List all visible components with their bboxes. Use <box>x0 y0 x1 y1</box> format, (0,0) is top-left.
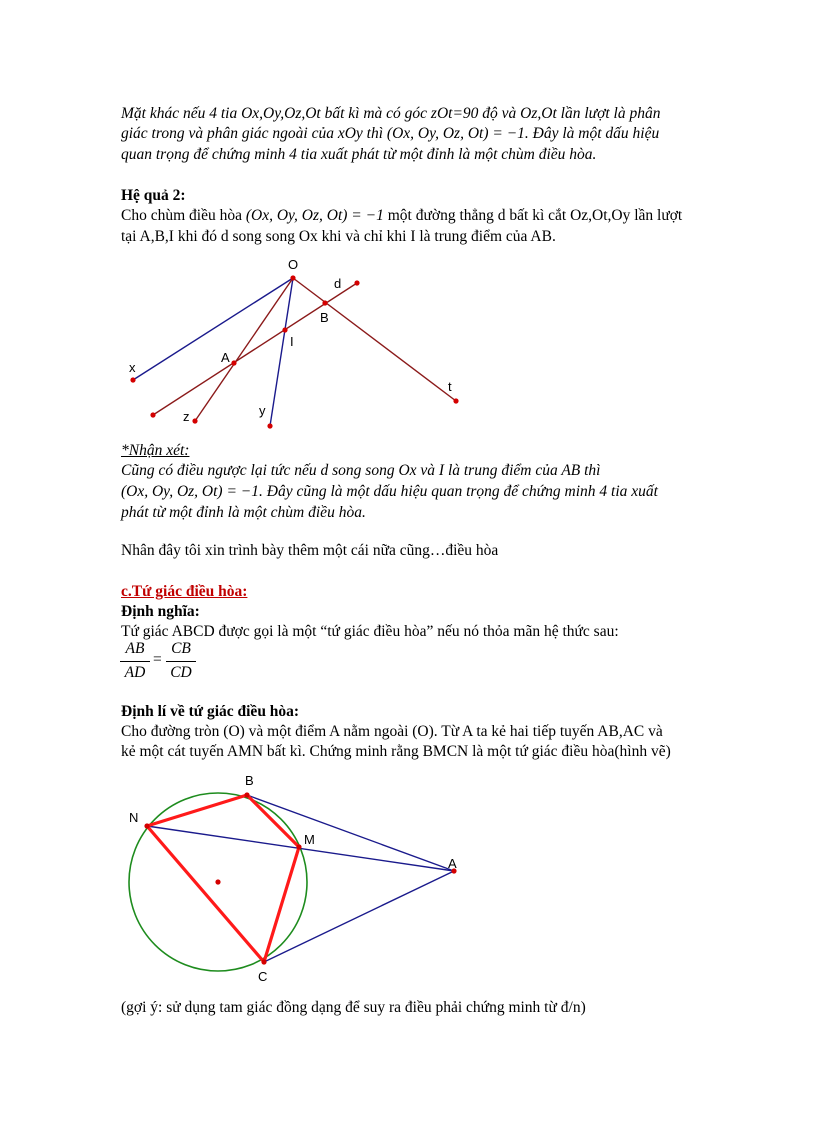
corollary-line1-text: Cho chùm điều hòa <box>121 207 242 224</box>
label-a: A <box>448 856 457 871</box>
label-b: B <box>245 773 254 788</box>
para1-line1: Mặt khác nếu 4 tia Ox,Oy,Oz,Ot bất kì mà có góc zOt=90 độ và Oz,Ot lần lượt là phân <box>121 105 661 122</box>
quadrilateral-bmcn <box>147 795 299 962</box>
label-n: N <box>129 810 139 825</box>
corollary-line1-text-b: một đường thẳng d bất kì cắt Oz,Ot,Oy lần lượt <box>387 207 683 224</box>
definition-line: Tứ giác ABCD được gọi là một “tứ giác điều hòa” nếu nó thỏa mãn hệ thức sau: <box>121 623 619 640</box>
para1-line2-math: (Ox, Oy, Oz, Ot) = −1 <box>386 125 525 142</box>
tangent-ab <box>247 795 454 871</box>
point-c <box>261 959 266 964</box>
para1-line2-text-b: . Đây là một dấu hiệu <box>524 125 660 142</box>
remark-line2-math: (Ox, Oy, Oz, Ot) = −1 <box>121 483 260 500</box>
fraction1-denominator: AD <box>124 664 146 681</box>
label-m: M <box>304 832 315 847</box>
para1-line2-text: giác trong và phân giác ngoài của xOy thì <box>121 125 384 142</box>
theorem-line1: Cho đường tròn (O) và một điểm A nằm ngoài (O). Từ A ta kẻ hai tiếp tuyến AB,AC và <box>121 723 663 740</box>
fraction2-denominator: CD <box>170 664 192 681</box>
corollary-line1-math: (Ox, Oy, Oz, Ot) = −1 <box>245 207 384 224</box>
label-c: C <box>258 969 268 984</box>
equals-sign: = <box>153 651 162 668</box>
point-b <box>244 792 249 797</box>
point-center <box>215 879 220 884</box>
label-b: B <box>320 310 329 325</box>
label-d: d <box>334 276 342 291</box>
point-m <box>296 844 301 849</box>
remark-line1: Cũng có điều ngược lại tức nếu d song song Ox và I là trung điểm của AB thì <box>121 462 601 479</box>
definition-heading: Định nghĩa: <box>121 603 200 620</box>
remark-line3: phát từ một đỉnh là một chùm điều hòa. <box>121 504 366 521</box>
point-n <box>144 823 149 828</box>
tangent-ac <box>264 871 454 962</box>
remark-line2-text: . Đây cũng là một dấu hiệu quan trọng để chứng minh 4 tia xuất <box>259 483 658 500</box>
hint-line: (gợi ý: sử dụng tam giác đồng dạng để suy ra điều phải chứng minh từ đ/n) <box>121 999 586 1016</box>
label-x: x <box>129 360 136 375</box>
corollary-heading: Hệ quả 2: <box>121 187 186 204</box>
label-y: y <box>259 403 266 418</box>
fraction1-numerator: AB <box>125 640 145 657</box>
corollary-line2: tại A,B,I khi đó d song song Ox khi và chỉ khi I là trung điểm của AB. <box>121 228 556 245</box>
remark-heading: *Nhận xét: <box>121 442 190 459</box>
para1-line3: quan trọng để chứng minh 4 tia xuất phát từ một đỉnh là một chùm điều hòa. <box>121 146 597 163</box>
theorem-heading: Định lí về tứ giác điều hòa: <box>121 703 300 720</box>
fraction2-numerator: CB <box>171 640 191 657</box>
label-o: O <box>288 257 299 272</box>
label-t: t <box>448 379 452 394</box>
label-i: I <box>290 334 294 349</box>
label-z: z <box>183 409 190 424</box>
theorem-line2: kẻ một cát tuyến AMN bất kì. Chứng minh rằng BMCN là một tứ giác điều hòa(hình vẽ) <box>121 743 671 760</box>
label-a: A <box>221 350 230 365</box>
intro-line: Nhân đây tôi xin trình bày thêm một cái nữa cũng…điều hòa <box>121 542 499 559</box>
section-heading: c.Tứ giác điều hòa: <box>121 583 248 600</box>
